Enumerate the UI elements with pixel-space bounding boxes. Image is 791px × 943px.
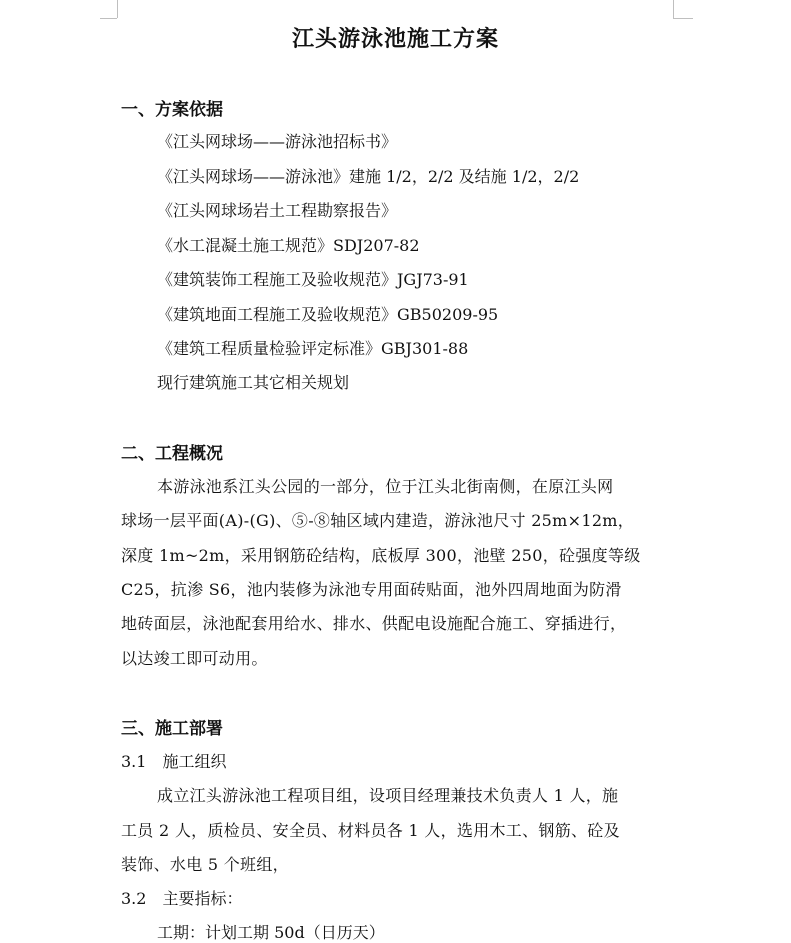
section-heading: 二、工程概况	[121, 444, 223, 464]
reference-item: 《江头网球场——游泳池招标书》	[157, 132, 398, 151]
margin-corner-mark	[673, 18, 693, 19]
reference-item: 《江头网球场岩土工程勘察报告》	[157, 201, 398, 220]
margin-corner-mark	[100, 18, 117, 19]
section-heading: 一、方案依据	[121, 100, 223, 120]
paragraph-line: 装饰、水电 5 个班组，	[121, 855, 289, 874]
reference-item: 《水工混凝土施工规范》SDJ207-82	[157, 236, 420, 255]
paragraph-line: 工期：计划工期 50d（日历天）	[157, 923, 385, 942]
reference-item: 《建筑工程质量检验评定标准》GBJ301-88	[157, 339, 469, 358]
reference-item: 《江头网球场——游泳池》建施 1/2，2/2 及结施 1/2，2/2	[157, 167, 580, 186]
margin-corner-mark	[673, 0, 674, 18]
paragraph-line: 球场一层平面(A)-(G)、⑤-⑧轴区域内建造，游泳池尺寸 25m×12m，	[121, 511, 635, 530]
paragraph-line: C25，抗渗 S6，池内装修为泳池专用面砖贴面，池外四周地面为防滑	[121, 580, 622, 599]
paragraph-line: 工员 2 人，质检员、安全员、材料员各 1 人，选用木工、钢筋、砼及	[121, 821, 620, 840]
subsection-heading: 3.2 主要指标：	[121, 889, 243, 908]
reference-item: 《建筑装饰工程施工及验收规范》JGJ73-91	[157, 270, 469, 289]
paragraph-line: 以达竣工即可动用。	[121, 649, 268, 668]
subsection-heading: 3.1 施工组织	[121, 752, 227, 771]
section-heading: 三、施工部署	[121, 719, 223, 739]
paragraph-line: 本游泳池系江头公园的一部分，位于江头北街南侧，在原江头网	[157, 477, 614, 496]
paragraph-line: 深度 1m~2m，采用钢筋砼结构，底板厚 300，池壁 250，砼强度等级	[121, 546, 641, 565]
reference-item: 《建筑地面工程施工及验收规范》GB50209-95	[157, 305, 499, 324]
paragraph-line: 成立江头游泳池工程项目组，设项目经理兼技术负责人 1 人，施	[157, 786, 619, 805]
margin-corner-mark	[117, 0, 118, 18]
reference-item: 现行建筑施工其它相关规划	[157, 373, 350, 392]
document-title: 江头游泳池施工方案	[291, 26, 499, 52]
paragraph-line: 地砖面层，泳池配套用给水、排水、供配电设施配合施工、穿插进行，	[121, 614, 627, 633]
